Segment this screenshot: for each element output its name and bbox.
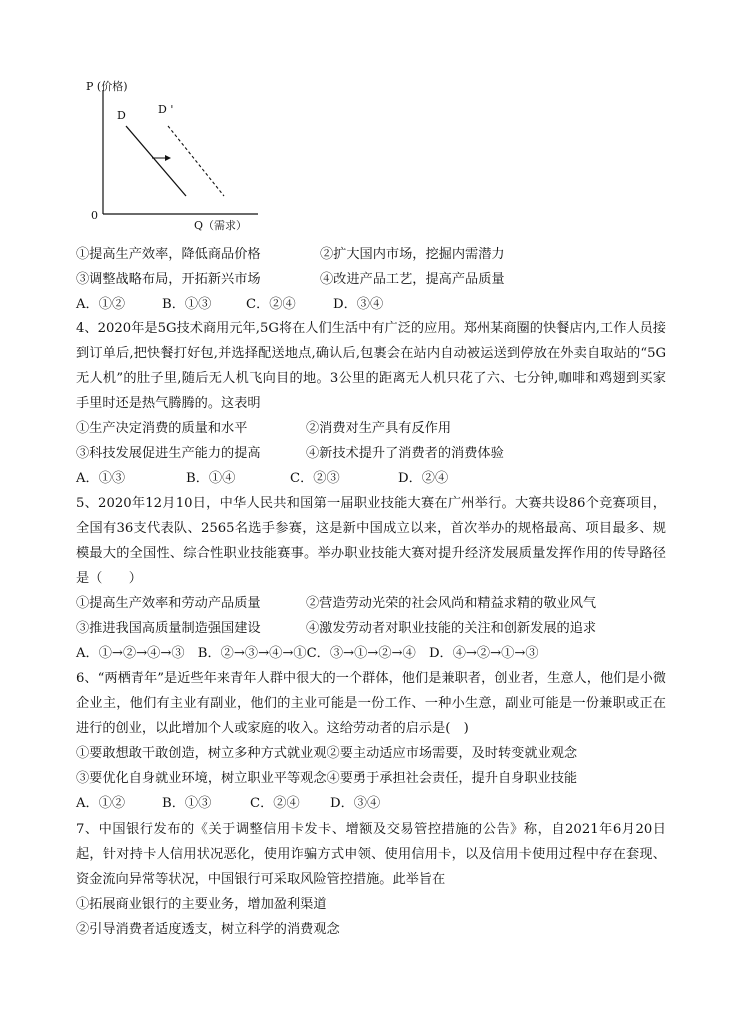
q4-choice-a: A．①③ [76, 471, 126, 486]
q5-option-2: ②营造劳动光荣的社会风尚和精益求精的敬业风气 [306, 596, 597, 611]
q3-option-4: ④改进产品工艺，提高产品质量 [320, 272, 505, 287]
q5-stem: 5、2020年12月10日，中华人民共和国第一届职业技能大赛在广州举行。大赛共设86个竞赛项目，全国有36支代表队、2565名选手参赛，这是新中国成立以来，首次举办的规格最高、项目最多、规模最大的全国性、综合性职业技能赛事。举办职业技能大赛对提升经济发展质量发挥作用的传导路径是（ ） [76, 496, 666, 586]
q3-option-1: ①提高生产效率，降低商品价格 [76, 247, 261, 262]
q6-choice-a: A．①② [76, 796, 126, 811]
demand-shift-graph [76, 72, 276, 240]
q4-stem: 4、2020年是5G技术商用元年,5G将在人们生活中有广泛的应用。郑州某商圈的快餐店内,工作人员接到订单后,把快餐打好包,并选择配送地点,确认后,包裹会在站内自动被运送到停放在外卖自取站的“5G无人机”的肚子里,随后无人机飞向目的地。3公里的距离无人机只花了六、七分钟,咖啡和鸡翅到买家手里时还是热气腾腾的。这表明 [76, 321, 666, 411]
q4-option-4: ④新技术提升了消费者的消费体验 [306, 446, 504, 461]
q6-stem: 6、“两栖青年”是近些年来青年人群中很大的一个群体，他们是兼职者，创业者，生意人，他们是小微企业主，他们有主业有副业，他们的主业可能是一份工作、一种小生意，副业可能是一份兼职或正在进行的创业，以此增加个人或家庭的收入。这给劳动者的启示是( ) [76, 671, 666, 736]
q7-option-2: ②引导消费者适度透支，树立科学的消费观念 [76, 922, 340, 937]
q6-choice-c: C．②④ [250, 796, 300, 811]
q6-options-line-2: ③要优化自身就业环境，树立职业平等观念④要勇于承担社会责任，提升自身职业技能 [76, 771, 578, 786]
q3-choice-d: D．③④ [333, 297, 384, 312]
q6-options-line-1: ①要敢想敢干敢创造，树立多种方式就业观②要主动适应市场需要，及时转变就业观念 [76, 746, 578, 761]
q7-stem: 7、中国银行发布的《关于调整信用卡发卡、增额及交易管控措施的公告》称，自2021年6月20日起，针对持卡人信用状况恶化，使用诈骗方式申领、使用信用卡，以及信用卡使用过程中存在套现、资金流向异常等状况，中国银行可采取风险管控措施。此举旨在 [76, 822, 666, 887]
q3-option-2: ②扩大国内市场，挖掘内需潜力 [320, 247, 505, 262]
q3-choice-a: A．①② [76, 297, 126, 312]
p-axis-label: P (价格) [86, 80, 128, 93]
q4-option-3: ③科技发展促进生产能力的提高 [76, 446, 261, 461]
q5-option-4: ④激发劳动者对职业技能的关注和创新发展的追求 [306, 621, 597, 636]
graph-svg [76, 72, 276, 240]
q4-option-2: ②消费对生产具有反作用 [306, 421, 452, 436]
origin-label: 0 [91, 209, 98, 222]
q4-choice-d: D．②④ [398, 471, 449, 486]
q4-choice-c: C．②③ [290, 471, 340, 486]
q-axis-label: Q（需求） [194, 219, 248, 232]
q6-choice-d: D．③④ [330, 796, 381, 811]
q6-choice-b: B．①③ [162, 796, 212, 811]
q4-option-1: ①生产决定消费的质量和水平 [76, 421, 248, 436]
q5-option-3: ③推进我国高质量制造强国建设 [76, 621, 261, 636]
d-curve-label: D [117, 109, 126, 122]
d-prime-curve-label: D ' [158, 103, 174, 116]
q7-option-1: ①拓展商业银行的主要业务，增加盈利渠道 [76, 897, 327, 912]
q3-choice-c: C．②④ [246, 297, 296, 312]
q3-choice-b: B．①③ [162, 297, 212, 312]
q5-option-1: ①提高生产效率和劳动产品质量 [76, 596, 261, 611]
q4-choice-b: B．①④ [186, 471, 236, 486]
q5-choices: A．①→②→④→③ B．②→③→④→①C．③→①→②→④ D．④→②→①→③ [76, 646, 539, 661]
q3-option-3: ③调整战略布局，开拓新兴市场 [76, 272, 261, 287]
shift-arrowhead [165, 155, 171, 161]
